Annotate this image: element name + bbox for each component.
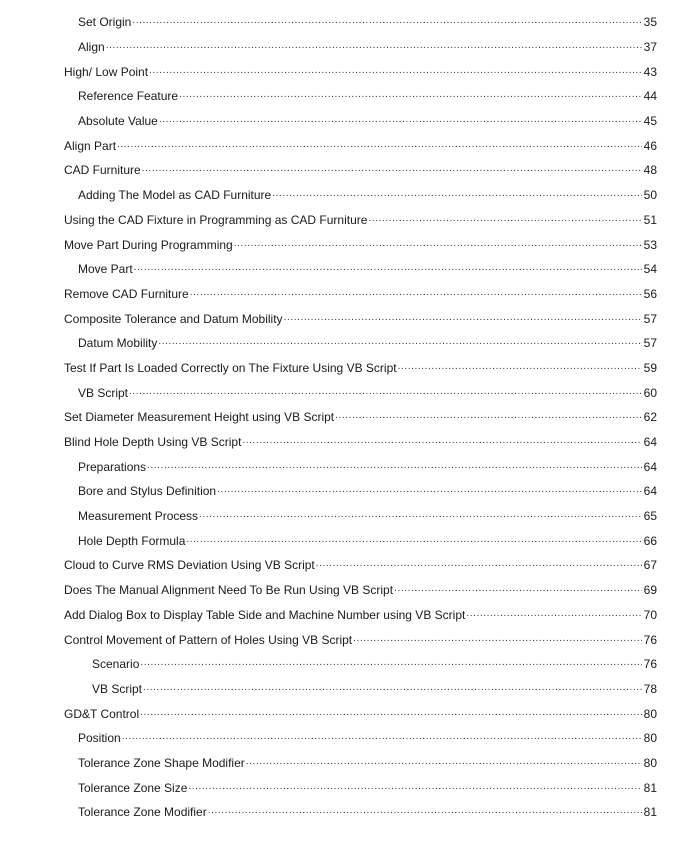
toc-page-number: 57 bbox=[643, 311, 657, 326]
toc-page-number: 64 bbox=[643, 435, 657, 450]
toc-entry-set-diameter-height[interactable] bbox=[0, 405, 698, 430]
toc-entry-title: Composite Tolerance and Datum Mobility bbox=[64, 311, 283, 326]
toc-entry-title: High/ Low Point bbox=[64, 64, 149, 79]
toc-entry-absolute-value[interactable] bbox=[0, 109, 698, 134]
toc-entry-title: Move Part During Programming bbox=[64, 237, 233, 252]
toc-page-number: 43 bbox=[643, 64, 657, 79]
toc-entry-title: GD&T Control bbox=[64, 706, 140, 721]
toc-page-number: 35 bbox=[643, 15, 657, 30]
toc-dot-leader bbox=[368, 213, 642, 227]
toc-dot-leader bbox=[134, 262, 642, 276]
toc-entry-tolerance-zone-modifier[interactable] bbox=[0, 800, 698, 825]
toc-entry-tolerance-zone-size[interactable] bbox=[0, 775, 698, 800]
toc-dot-leader bbox=[129, 386, 642, 400]
toc-entry-align-part[interactable] bbox=[0, 133, 698, 158]
toc-entry-title: Control Movement of Pattern of Holes Using VB Script bbox=[64, 632, 353, 647]
toc-entry-datum-mobility[interactable] bbox=[0, 331, 698, 356]
toc-page-number: 64 bbox=[643, 459, 657, 474]
toc-page-number: 78 bbox=[643, 681, 657, 696]
toc-entry-title: Reference Feature bbox=[78, 89, 179, 104]
table-of-contents bbox=[0, 10, 698, 825]
toc-dot-leader bbox=[143, 682, 642, 696]
toc-dot-leader bbox=[316, 558, 642, 572]
toc-entry-cloud-to-curve[interactable] bbox=[0, 553, 698, 578]
toc-page-number: 76 bbox=[643, 657, 657, 672]
toc-page-number: 80 bbox=[643, 755, 657, 770]
toc-dot-leader bbox=[217, 484, 642, 498]
toc-entry-title: Remove CAD Furniture bbox=[64, 286, 189, 301]
toc-page-number: 81 bbox=[643, 780, 657, 795]
toc-entry-adding-model-cad-furniture[interactable] bbox=[0, 183, 698, 208]
toc-page-number: 80 bbox=[643, 706, 657, 721]
toc-dot-leader bbox=[158, 336, 642, 350]
toc-page-number: 59 bbox=[643, 360, 657, 375]
toc-page-number: 64 bbox=[643, 484, 657, 499]
toc-page-number: 80 bbox=[643, 731, 657, 746]
toc-entry-title: Scenario bbox=[92, 657, 140, 672]
toc-page-number: 60 bbox=[643, 385, 657, 400]
toc-entry-scenario[interactable] bbox=[0, 652, 698, 677]
toc-entry-title: Absolute Value bbox=[78, 114, 158, 129]
toc-entry-title: Align bbox=[78, 40, 105, 55]
toc-entry-title: Bore and Stylus Definition bbox=[78, 484, 217, 499]
toc-dot-leader bbox=[122, 731, 642, 745]
toc-page-number: 81 bbox=[643, 805, 657, 820]
toc-page-number: 65 bbox=[643, 509, 657, 524]
toc-page-number: 76 bbox=[643, 632, 657, 647]
toc-entry-title: Tolerance Zone Size bbox=[78, 780, 188, 795]
toc-entry-bore-stylus-definition[interactable] bbox=[0, 479, 698, 504]
toc-entry-measurement-process[interactable] bbox=[0, 504, 698, 529]
toc-dot-leader bbox=[394, 583, 642, 597]
toc-entry-title: VB Script bbox=[78, 385, 129, 400]
toc-entry-preparations[interactable] bbox=[0, 454, 698, 479]
toc-entry-title: Using the CAD Fixture in Programming as CAD Furniture bbox=[64, 212, 368, 227]
toc-entry-title: Align Part bbox=[64, 138, 117, 153]
toc-dot-leader bbox=[186, 534, 642, 548]
toc-entry-title: Set Origin bbox=[78, 15, 132, 30]
toc-entry-title: Position bbox=[78, 731, 121, 746]
toc-entry-align[interactable] bbox=[0, 35, 698, 60]
toc-dot-leader bbox=[188, 781, 642, 795]
toc-dot-leader bbox=[106, 40, 642, 54]
toc-dot-leader bbox=[132, 15, 642, 29]
toc-entry-add-dialog-box[interactable] bbox=[0, 603, 698, 628]
toc-dot-leader bbox=[117, 139, 642, 153]
toc-entry-title: Move Part bbox=[78, 262, 133, 277]
toc-entry-title: Does The Manual Alignment Need To Be Run Using VB Script bbox=[64, 583, 394, 598]
toc-page-number: 50 bbox=[643, 188, 657, 203]
toc-dot-leader bbox=[272, 188, 642, 202]
toc-page-number: 62 bbox=[643, 410, 657, 425]
toc-entry-vb-script-2[interactable] bbox=[0, 677, 698, 702]
toc-entry-title: Datum Mobility bbox=[78, 336, 158, 351]
toc-dot-leader bbox=[179, 89, 642, 103]
toc-page-number: 37 bbox=[643, 40, 657, 55]
toc-entry-title: Add Dialog Box to Display Table Side and Machine Number using VB Script bbox=[64, 607, 466, 622]
toc-entry-hole-depth-formula[interactable] bbox=[0, 528, 698, 553]
toc-entry-title: CAD Furniture bbox=[64, 163, 141, 178]
toc-dot-leader bbox=[398, 361, 642, 375]
toc-entry-gdt-control[interactable] bbox=[0, 701, 698, 726]
toc-dot-leader bbox=[208, 805, 642, 819]
toc-dot-leader bbox=[466, 608, 642, 622]
toc-page-number: 53 bbox=[643, 237, 657, 252]
toc-dot-leader bbox=[149, 65, 642, 79]
toc-page-number: 44 bbox=[643, 89, 657, 104]
toc-page-number: 67 bbox=[643, 558, 657, 573]
toc-page-number: 70 bbox=[643, 607, 657, 622]
toc-dot-leader bbox=[199, 509, 642, 523]
toc-entry-remove-cad-furniture[interactable] bbox=[0, 282, 698, 307]
toc-page-number: 51 bbox=[643, 212, 657, 227]
toc-page-number: 46 bbox=[643, 138, 657, 153]
toc-entry-move-part[interactable] bbox=[0, 257, 698, 282]
toc-entry-vb-script[interactable] bbox=[0, 380, 698, 405]
toc-entry-title: Adding The Model as CAD Furniture bbox=[78, 188, 272, 203]
toc-entry-test-part-loaded[interactable] bbox=[0, 356, 698, 381]
toc-entry-blind-hole-depth[interactable] bbox=[0, 430, 698, 455]
toc-entry-control-movement-holes[interactable] bbox=[0, 627, 698, 652]
toc-dot-leader bbox=[335, 410, 642, 424]
toc-dot-leader bbox=[142, 163, 642, 177]
toc-dot-leader bbox=[242, 435, 642, 449]
toc-entry-title: Cloud to Curve RMS Deviation Using VB Script bbox=[64, 558, 315, 573]
toc-entry-cad-fixture-programming[interactable] bbox=[0, 208, 698, 233]
toc-page-number: 66 bbox=[643, 533, 657, 548]
toc-entry-composite-tolerance[interactable] bbox=[0, 306, 698, 331]
toc-entry-title: Hole Depth Formula bbox=[78, 533, 186, 548]
toc-dot-leader bbox=[190, 287, 642, 301]
toc-dot-leader bbox=[234, 238, 642, 252]
toc-dot-leader bbox=[353, 633, 642, 647]
toc-entry-tolerance-zone-shape-modifier[interactable] bbox=[0, 751, 698, 776]
toc-entry-title: Tolerance Zone Modifier bbox=[78, 805, 207, 820]
toc-page-number: 45 bbox=[643, 114, 657, 129]
toc-page-number: 69 bbox=[643, 583, 657, 598]
toc-entry-position[interactable] bbox=[0, 726, 698, 751]
toc-page-number: 56 bbox=[643, 286, 657, 301]
toc-dot-leader bbox=[147, 460, 642, 474]
toc-entry-title: Blind Hole Depth Using VB Script bbox=[64, 435, 242, 450]
toc-entry-title: Preparations bbox=[78, 459, 147, 474]
toc-page-number: 54 bbox=[643, 262, 657, 277]
toc-entry-title: Set Diameter Measurement Height using VB Script bbox=[64, 410, 335, 425]
toc-entry-title: Test If Part Is Loaded Correctly on The Fixture Using VB Script bbox=[64, 360, 397, 375]
toc-entry-reference-feature[interactable] bbox=[0, 84, 698, 109]
toc-page-number: 48 bbox=[643, 163, 657, 178]
toc-entry-manual-alignment[interactable] bbox=[0, 578, 698, 603]
toc-dot-leader bbox=[140, 707, 642, 721]
toc-entry-title: Tolerance Zone Shape Modifier bbox=[78, 755, 245, 770]
toc-dot-leader bbox=[284, 312, 642, 326]
toc-entry-cad-furniture[interactable] bbox=[0, 158, 698, 183]
toc-page-number: 57 bbox=[643, 336, 657, 351]
toc-entry-title: Measurement Process bbox=[78, 509, 199, 524]
toc-entry-move-part-during-programming[interactable] bbox=[0, 232, 698, 257]
toc-dot-leader bbox=[246, 756, 642, 770]
toc-dot-leader bbox=[140, 657, 642, 671]
toc-dot-leader bbox=[159, 114, 642, 128]
toc-entry-title: VB Script bbox=[92, 681, 143, 696]
toc-entry-set-origin[interactable] bbox=[0, 10, 698, 35]
toc-entry-high-low-point[interactable] bbox=[0, 59, 698, 84]
